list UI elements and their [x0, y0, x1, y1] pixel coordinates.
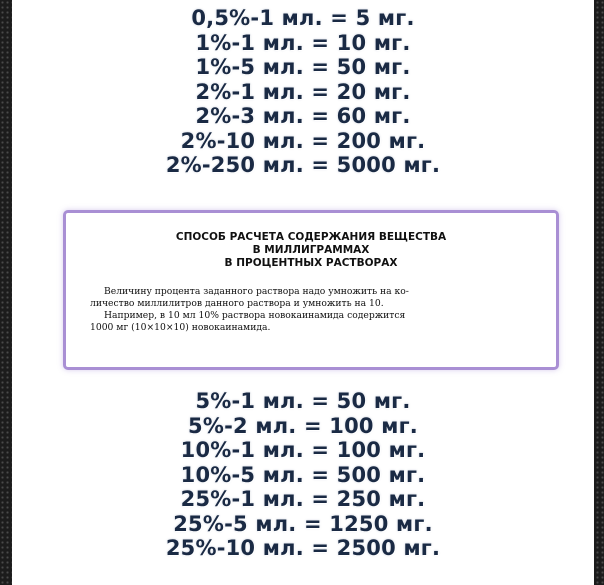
method-text-line: Например, в 10 мл 10% раствора новокаинамида содержится: [104, 310, 406, 321]
equivalent-line: 2%-10 мл. = 200 мг.: [180, 128, 426, 153]
equivalent-line: 25%-1 мл. = 250 мг.: [180, 487, 426, 511]
equivalent-line: 2%-1 мл. = 20 мг.: [195, 79, 411, 104]
equivalent-line: 1%-5 мл. = 50 мг.: [195, 55, 411, 79]
bottom-equivalents-list: [12, 389, 594, 561]
method-title-line: СПОСОБ РАСЧЕТА СОДЕРЖАНИЯ ВЕЩЕСТВА: [175, 231, 447, 243]
equivalent-line: 10%-1 мл. = 100 мг.: [180, 438, 426, 462]
method-title: [66, 231, 556, 270]
equivalent-line: 25%-5 мл. = 1250 мг.: [173, 511, 433, 536]
equivalent-line: 10%-5 мл. = 500 мг.: [180, 462, 426, 487]
equivalent-line: 5%-2 мл. = 100 мг.: [188, 413, 418, 438]
method-title-line: В ПРОЦЕНТНЫХ РАСТВОРАХ: [224, 257, 398, 269]
calculation-method-box: [63, 210, 559, 370]
method-text-line: личество миллилитров данного раствора и умножить на 10.: [90, 298, 384, 309]
method-title-line: В МИЛЛИГРАММАХ: [252, 244, 370, 256]
equivalent-line: 5%-1 мл. = 50 мг.: [195, 389, 411, 413]
equivalent-line: 2%-3 мл. = 60 мг.: [195, 104, 411, 128]
top-equivalents-list: [12, 6, 594, 178]
equivalent-line: 2%-250 мл. = 5000 мг.: [165, 153, 441, 177]
equivalent-line: 0,5%-1 мл. = 5 мг.: [191, 6, 415, 30]
method-text-line: 1000 мг (10×10×10) новокаинамида.: [90, 322, 271, 333]
equivalent-line: 25%-10 мл. = 2500 мг.: [165, 536, 441, 560]
content-card: [12, 0, 594, 585]
method-text-line: Величину процента заданного раствора надо умножить на ко-: [104, 286, 409, 297]
method-description: [90, 286, 536, 334]
equivalent-line: 1%-1 мл. = 10 мг.: [195, 30, 411, 55]
